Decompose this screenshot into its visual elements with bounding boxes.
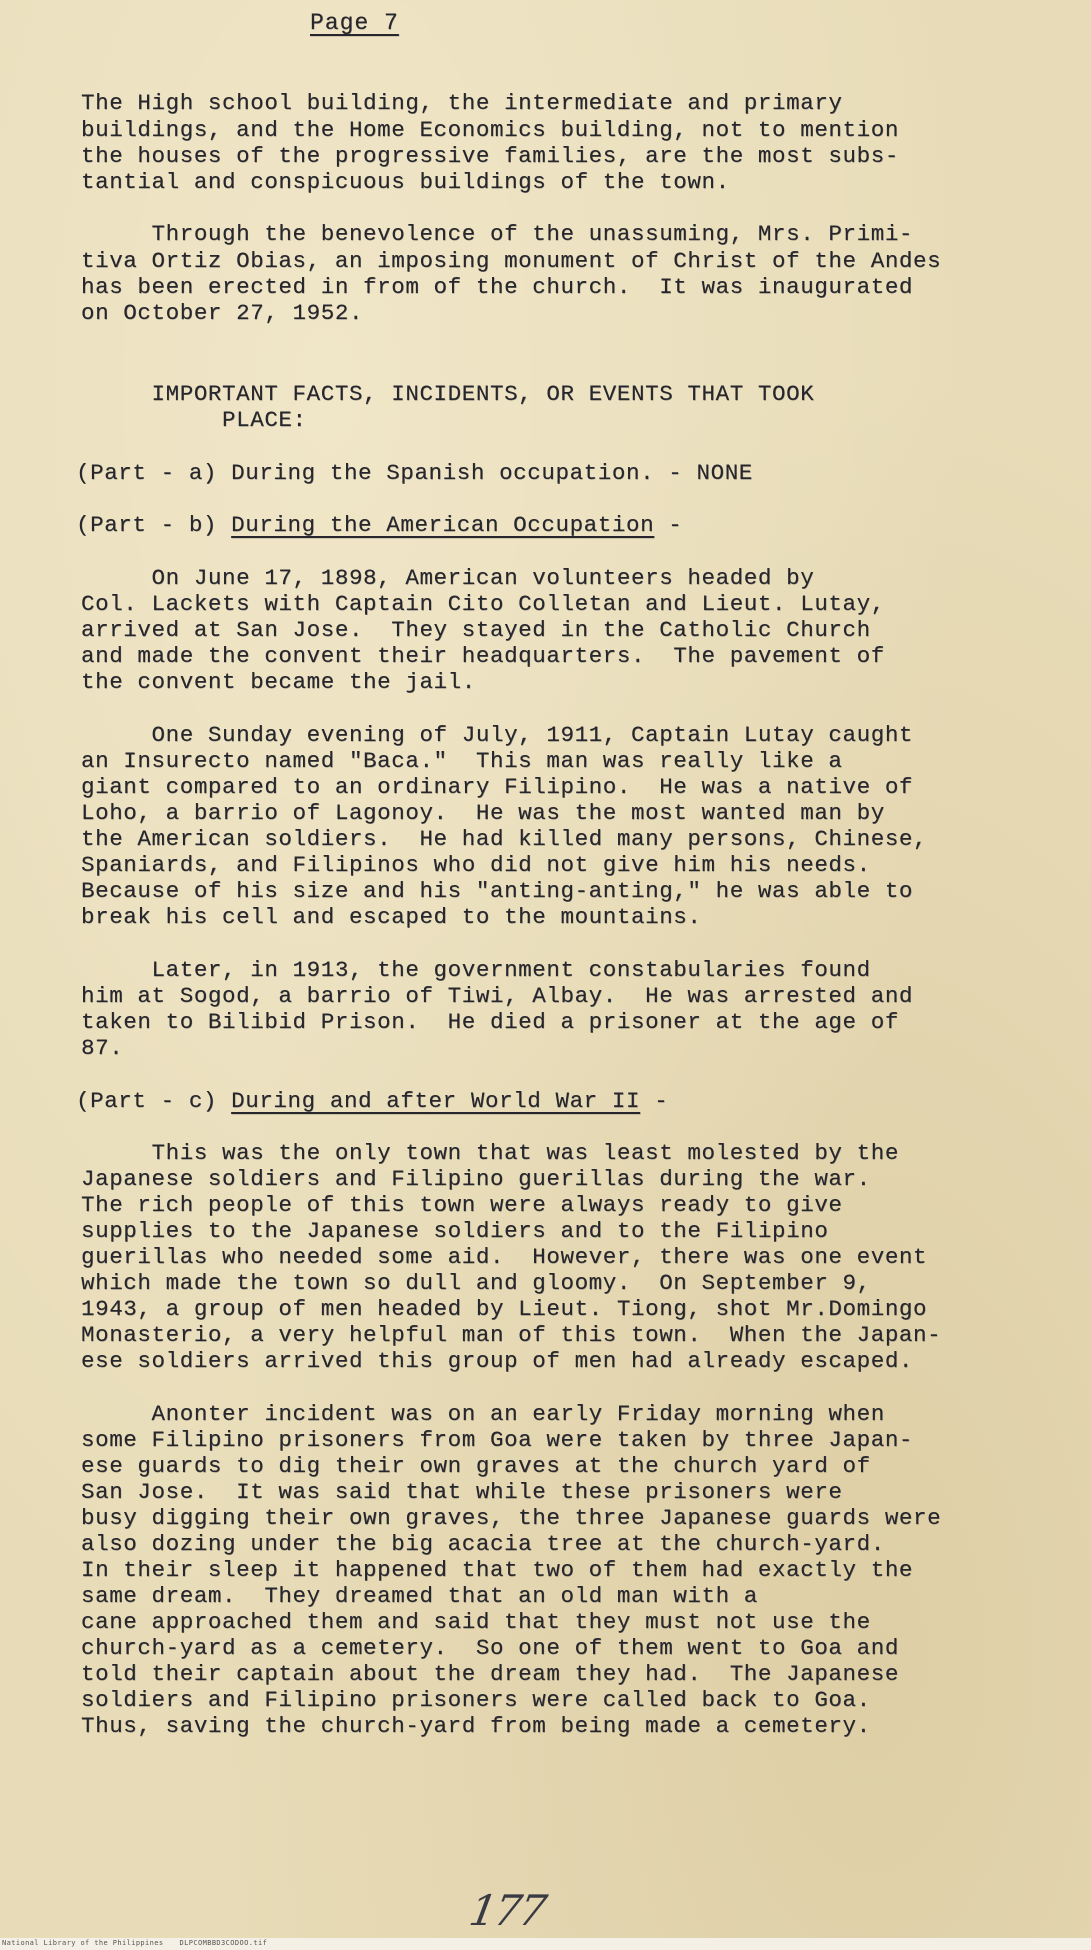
text-line: tantial and conspicuous buildings of the town.	[81, 169, 730, 195]
text-line: which made the town so dull and gloomy. On September 9,	[81, 1270, 871, 1296]
footer-library: National Library of the Philippines	[2, 1939, 164, 1947]
text-line: and made the convent their headquarters. The pavement of	[81, 643, 885, 669]
text-line: same dream. They dreamed that an old man with a	[81, 1583, 758, 1609]
text-line: giant compared to an ordinary Filipino. He was a native of	[81, 774, 914, 800]
text-line: Japanese soldiers and Filipino guerillas during the war.	[81, 1166, 871, 1192]
text-line: on October 27, 1952.	[81, 300, 364, 326]
text-line: also dozing under the big acacia tree at the church-yard.	[81, 1531, 885, 1557]
part-c-heading	[76, 1088, 668, 1114]
handwritten-page-number: 177	[465, 1886, 549, 1935]
part-c-title: During and after World War II	[231, 1088, 641, 1114]
text-line: Spaniards, and Filipinos who did not give him his needs.	[81, 852, 871, 878]
scan-footer-text	[2, 1939, 267, 1947]
text-line: Loho, a barrio of Lagonoy. He was the most wanted man by	[81, 800, 885, 826]
text-line: The High school building, the intermediate and primary	[81, 90, 843, 116]
text-line: the houses of the progressive families, are the most subs-	[81, 143, 899, 169]
text-line: 1943, a group of men headed by Lieut. Tiong, shot Mr.Domingo	[81, 1296, 928, 1322]
part-b-heading	[76, 512, 682, 538]
text-line: supplies to the Japanese soldiers and to the Filipino	[81, 1218, 829, 1244]
text-line: On June 17, 1898, American volunteers headed by	[81, 565, 815, 591]
part-b-label: (Part - b)	[76, 512, 232, 538]
heading-line: PLACE:	[81, 407, 307, 433]
text-line: Col. Lackets with Captain Cito Colletan and Lieut. Lutay,	[81, 591, 885, 617]
text-line: The rich people of this town were always ready to give	[81, 1192, 843, 1218]
part-b-dash: -	[654, 512, 683, 538]
text-line: some Filipino prisoners from Goa were taken by three Japan-	[81, 1427, 914, 1453]
text-line: 87.	[81, 1035, 124, 1061]
text-line: taken to Bilibid Prison. He died a prisoner at the age of	[81, 1009, 899, 1035]
text-line: Because of his size and his "anting-anting," he was able to	[81, 878, 914, 904]
text-line: cane approached them and said that they must not use the	[81, 1609, 871, 1635]
text-line: break his cell and escaped to the mountains.	[81, 904, 702, 930]
text-line: buildings, and the Home Economics building, not to mention	[81, 117, 899, 143]
part-c-dash: -	[640, 1088, 669, 1114]
text-line: tiva Ortiz Obias, an imposing monument of Christ of the Andes	[81, 248, 942, 274]
text-line: told their captain about the dream they had. The Japanese	[81, 1661, 899, 1687]
footer-file-id: DLPCOMBBD3CODOO.tif	[179, 1939, 268, 1947]
heading-line: IMPORTANT FACTS, INCIDENTS, OR EVENTS THAT TOOK	[81, 381, 815, 407]
text-line: him at Sogod, a barrio of Tiwi, Albay. He was arrested and	[81, 983, 914, 1009]
text-line: soldiers and Filipino prisoners were called back to Goa.	[81, 1687, 871, 1713]
page-header: Page 7	[310, 10, 399, 36]
text-line: ese guards to dig their own graves at the church yard of	[81, 1453, 871, 1479]
text-line: Thus, saving the church-yard from being made a cemetery.	[81, 1713, 871, 1739]
text-line: Anonter incident was on an early Friday morning when	[81, 1401, 885, 1427]
text-line: arrived at San Jose. They stayed in the Catholic Church	[81, 617, 871, 643]
text-line: busy digging their own graves, the three Japanese guards were	[81, 1505, 942, 1531]
text-line: One Sunday evening of July, 1911, Captain Lutay caught	[81, 722, 914, 748]
part-a-line: (Part - a) During the Spanish occupation. - NONE	[76, 460, 753, 486]
text-line: church-yard as a cemetery. So one of them went to Goa and	[81, 1635, 899, 1661]
text-line: This was the only town that was least molested by the	[81, 1140, 899, 1166]
part-c-label: (Part - c)	[76, 1088, 232, 1114]
text-line: Later, in 1913, the government constabularies found	[81, 957, 871, 983]
text-line: ese soldiers arrived this group of men had already escaped.	[81, 1348, 914, 1374]
text-line: San Jose. It was said that while these prisoners were	[81, 1479, 843, 1505]
text-line: the American soldiers. He had killed many persons, Chinese,	[81, 826, 928, 852]
text-line: Monasterio, a very helpful man of this town. When the Japan-	[81, 1322, 942, 1348]
part-b-title: During the American Occupation	[231, 512, 655, 538]
text-line: Through the benevolence of the unassuming, Mrs. Primi-	[81, 221, 914, 247]
text-line: has been erected in from of the church. It was inaugurated	[81, 274, 914, 300]
text-line: In their sleep it happened that two of them had exactly the	[81, 1557, 914, 1583]
text-line: the convent became the jail.	[81, 669, 476, 695]
text-line: guerillas who needed some aid. However, there was one event	[81, 1244, 928, 1270]
text-line: an Insurecto named "Baca." This man was really like a	[81, 748, 843, 774]
